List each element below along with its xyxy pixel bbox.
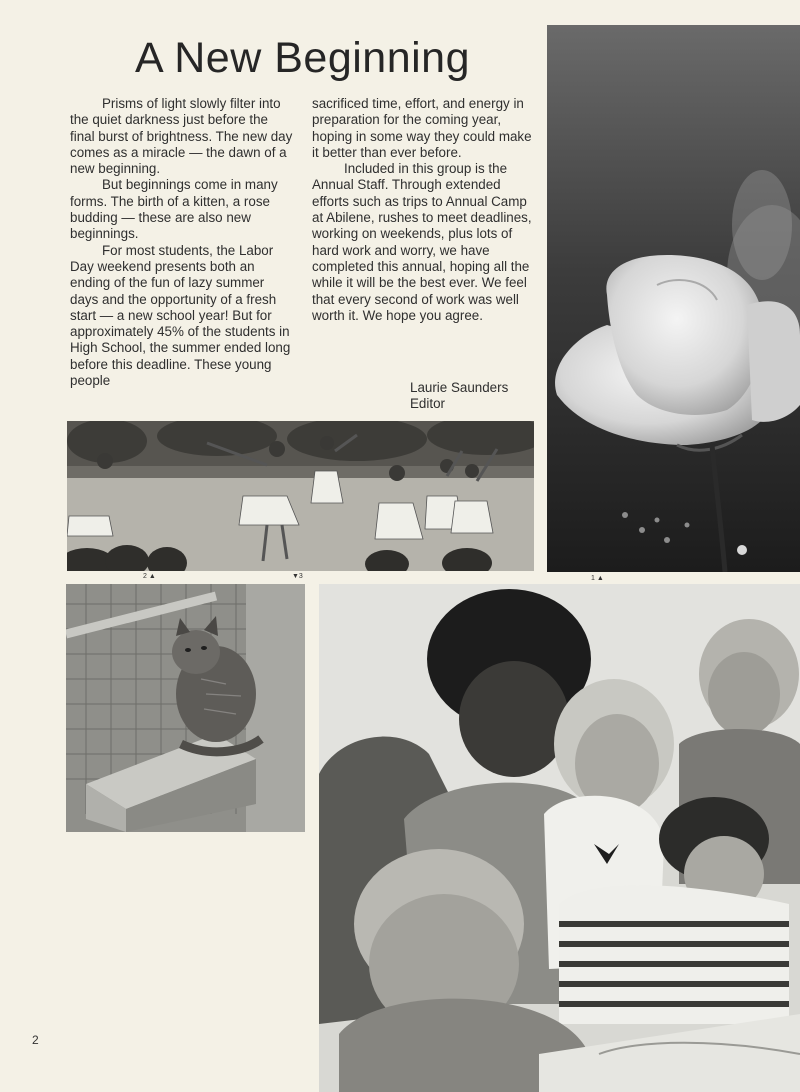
signature-block bbox=[410, 380, 508, 413]
paragraph: Included in this group is the Annual Staff. Through extended efforts such as trips to Annual Camp at Abilene, rushes to meet deadlines, working on weekends, plus lots of hard work and worry, we have completed this annual, hoping all the while it will be the best ever. We feel that every second of work was well worth it. We hope you agree. bbox=[312, 161, 532, 323]
paragraph: sacrificed time, effort, and energy in preparation for the coming year, hoping in some way they could make it better than ever before. bbox=[312, 96, 532, 160]
caption-kitten: ▼3 bbox=[292, 573, 303, 580]
article-column-1 bbox=[70, 96, 295, 389]
cheerleaders-photo bbox=[67, 421, 534, 571]
caption-rose: 1 ▲ bbox=[591, 575, 604, 582]
page-number: 2 bbox=[32, 1033, 39, 1047]
paragraph: But beginnings come in many forms. The birth of a kitten, a rose budding — these are also new beginnings. bbox=[70, 177, 278, 242]
signature-role: Editor bbox=[410, 396, 445, 412]
signature-name: Laurie Saunders bbox=[410, 380, 509, 395]
annual-staff-photo bbox=[319, 584, 800, 1092]
paragraph: For most students, the Labor Day weekend presents both an ending of the fun of lazy summer days and the opportunity of a fresh start — a new school year! But for approximately 45% of the students in High School, the summer ended long before this deadline. These young people bbox=[70, 242, 291, 389]
caption-cheerleaders: 2 ▲ bbox=[143, 573, 156, 580]
kitten-photo bbox=[66, 584, 305, 832]
rose-photo bbox=[547, 25, 800, 572]
paragraph: Prisms of light slowly filter into the quiet darkness just before the final burst of brightness. The new day comes as a miracle — the dawn of a new beginning. bbox=[70, 96, 293, 177]
article-column-2 bbox=[312, 96, 534, 324]
page-title: A New Beginning bbox=[135, 34, 470, 82]
